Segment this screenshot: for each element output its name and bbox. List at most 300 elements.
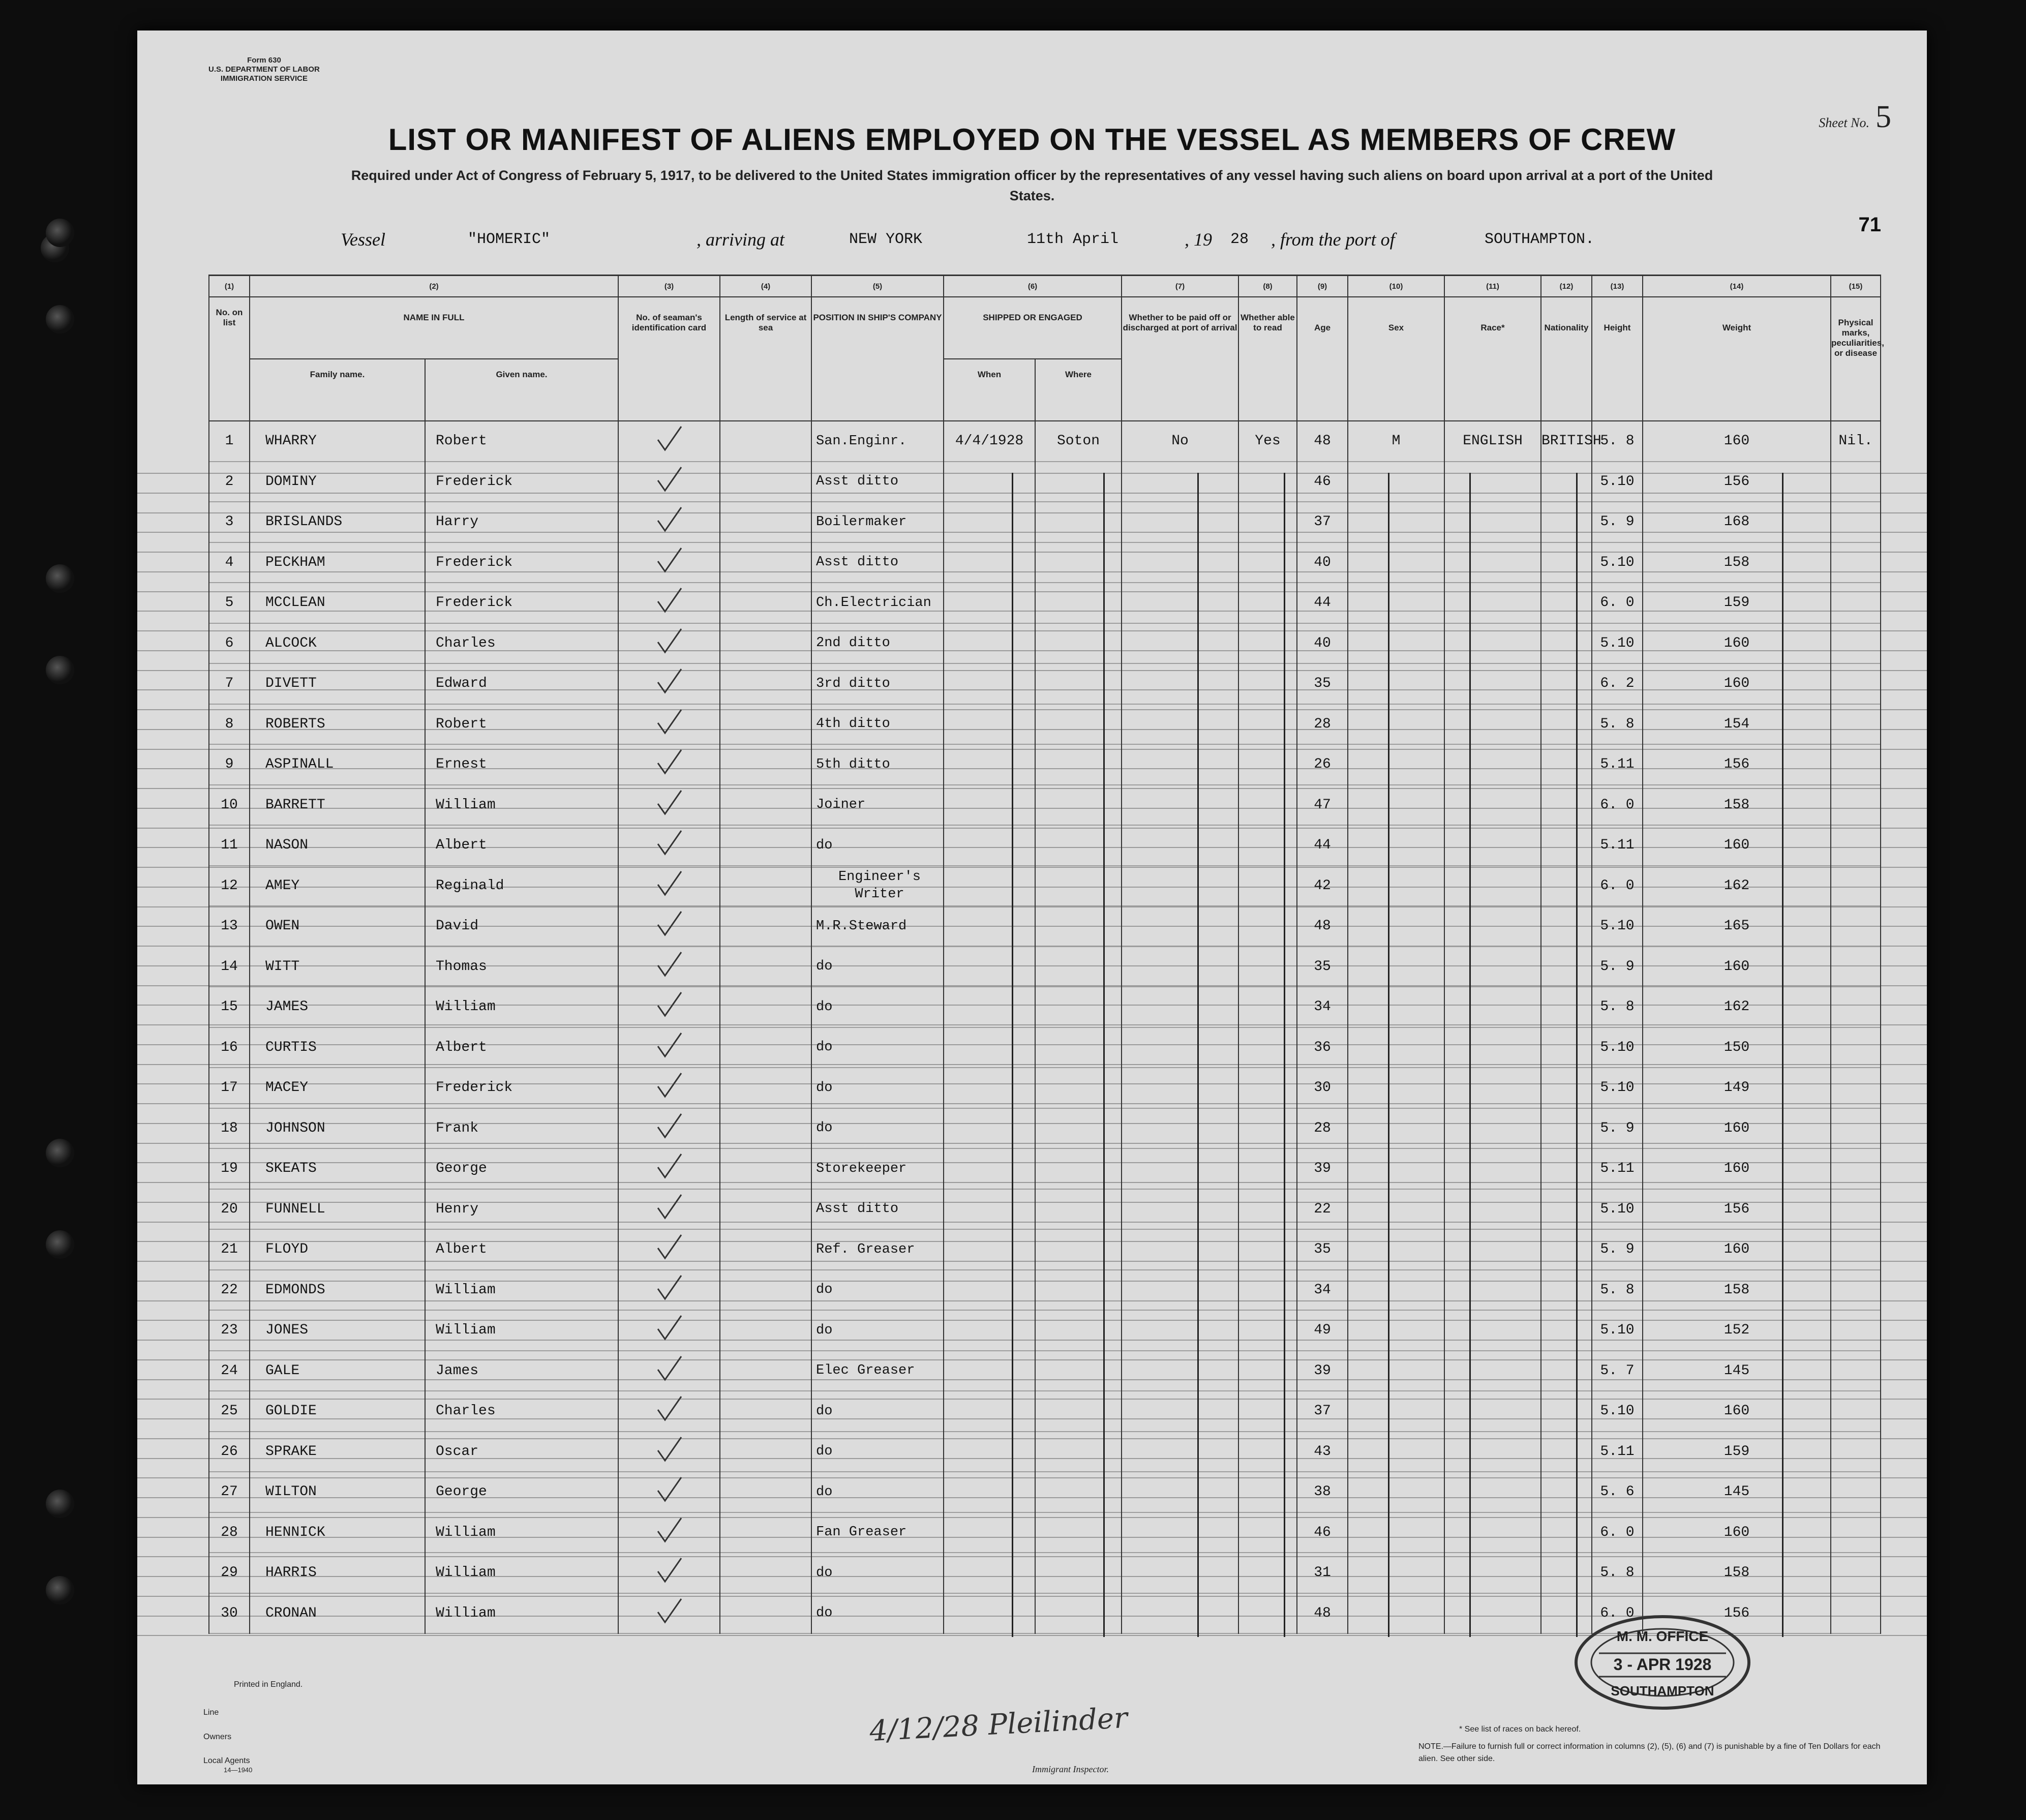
table-row [209,1512,1881,1553]
where-cell [1035,1593,1122,1634]
sheet-value: 5 [1876,100,1891,134]
check-mark-icon [654,1030,684,1060]
sex-cell [1348,583,1444,623]
paid-off-cell [1122,1310,1238,1351]
row-number: 6 [209,623,250,664]
header-able-read: Whether able to read [1238,297,1297,421]
family-name-cell: BARRETT [250,785,425,826]
sex-cell [1348,825,1444,866]
office-stamp [1571,1612,1754,1713]
when-cell [944,1068,1035,1108]
family-name-cell: EDMONDS [250,1270,425,1311]
check-mark-icon [654,1111,684,1141]
height-cell: 5.11 [1592,1148,1643,1189]
physical-marks-cell [1831,1593,1881,1634]
able-read-cell [1238,663,1297,704]
position-cell: Storekeeper [811,1148,944,1189]
position-cell: Joiner [811,785,944,826]
physical-marks-cell [1831,947,1881,987]
table-row [209,663,1881,704]
position-cell: do [811,1593,944,1634]
length-service-cell [720,421,811,462]
able-read-cell [1238,987,1297,1027]
family-name-cell: OWEN [250,906,425,947]
sex-cell [1348,1270,1444,1311]
paid-off-cell [1122,947,1238,987]
binder-hole [46,1576,74,1604]
ditto-stroke [1782,473,1783,1637]
age-cell: 38 [1297,1472,1348,1512]
row-number: 21 [209,1229,250,1270]
weight-cell: 156 [1643,462,1831,502]
row-number: 19 [209,1148,250,1189]
position-cell: Asst ditto [811,462,944,502]
nationality-cell [1541,987,1592,1027]
length-service-cell [720,1391,811,1432]
age-cell: 47 [1297,785,1348,826]
weight-cell: 159 [1643,583,1831,623]
sex-cell [1348,502,1444,542]
given-name-cell: Charles [425,1391,618,1432]
position-cell: Ref. Greaser [811,1229,944,1270]
table-row [209,421,1881,462]
table-row [209,906,1881,947]
weight-cell: 145 [1643,1351,1831,1391]
weight-cell: 162 [1643,987,1831,1027]
age-cell: 34 [1297,987,1348,1027]
where-cell [1035,744,1122,785]
where-cell [1035,785,1122,826]
nationality-cell [1541,704,1592,745]
where-cell [1035,1553,1122,1593]
able-read-cell [1238,583,1297,623]
position-cell: do [811,825,944,866]
when-cell [944,1512,1035,1553]
length-service-cell [720,1068,811,1108]
header-id-card: No. of seaman's identification card [618,297,720,421]
paid-off-cell [1122,1512,1238,1553]
where-cell [1035,1351,1122,1391]
paid-off-cell [1122,1229,1238,1270]
paid-off-cell [1122,1108,1238,1149]
id-card-cell [618,1229,720,1270]
physical-marks-cell [1831,1027,1881,1068]
row-number: 11 [209,825,250,866]
header-paid-off: Whether to be paid off or discharged at port of arrival [1122,297,1238,421]
from-label: , from the port of [1271,229,1395,250]
length-service-cell [720,1472,811,1512]
weight-cell: 160 [1643,1512,1831,1553]
header-height: Height [1592,297,1643,421]
header-physical-marks: Physical marks, peculiarities, or disease [1831,297,1881,421]
where-cell [1035,1270,1122,1311]
id-card-cell [618,866,720,906]
height-cell: 5. 8 [1592,704,1643,745]
race-cell [1444,1391,1541,1432]
colnum-14: (14) [1643,276,1831,297]
table-row [209,1068,1881,1108]
nationality-cell [1541,1553,1592,1593]
physical-marks-cell [1831,825,1881,866]
id-card-cell [618,1148,720,1189]
where-cell [1035,704,1122,745]
check-mark-icon [654,585,684,616]
where-cell [1035,623,1122,664]
row-number: 18 [209,1108,250,1149]
nationality-cell [1541,1472,1592,1512]
nationality-cell [1541,1270,1592,1311]
paid-off-cell [1122,987,1238,1027]
position-cell: 5th ditto [811,744,944,785]
height-cell: 5. 8 [1592,987,1643,1027]
vessel-label: Vessel [341,229,385,250]
able-read-cell [1238,1189,1297,1230]
length-service-cell [720,744,811,785]
id-card-cell [618,1027,720,1068]
weight-cell: 162 [1643,866,1831,906]
length-service-cell [720,906,811,947]
table-row [209,744,1881,785]
when-cell [944,906,1035,947]
table-row [209,1432,1881,1472]
colnum-13: (13) [1592,276,1643,297]
length-service-cell [720,1310,811,1351]
family-name-cell: WILTON [250,1472,425,1512]
paid-off-cell [1122,1472,1238,1512]
where-cell [1035,1068,1122,1108]
id-card-cell [618,421,720,462]
row-number: 23 [209,1310,250,1351]
given-name-cell: James [425,1351,618,1391]
when-cell [944,1553,1035,1593]
able-read-cell [1238,462,1297,502]
row-number: 13 [209,906,250,947]
id-card-cell [618,1432,720,1472]
row-number: 15 [209,987,250,1027]
family-name-cell: FLOYD [250,1229,425,1270]
when-cell: 4/4/1928 [944,421,1035,462]
height-cell: 6. 0 [1592,583,1643,623]
ditto-stroke [1388,473,1389,1637]
height-cell: 5.10 [1592,906,1643,947]
age-cell: 39 [1297,1148,1348,1189]
family-name-cell: CRONAN [250,1593,425,1634]
race-cell [1444,947,1541,987]
length-service-cell [720,1027,811,1068]
binder-hole [46,1490,74,1518]
weight-cell: 156 [1643,1593,1831,1634]
age-cell: 43 [1297,1432,1348,1472]
paid-off-cell [1122,825,1238,866]
height-cell: 5. 9 [1592,1108,1643,1149]
length-service-cell [720,1270,811,1311]
race-footnote: * See list of races on back hereof. [1459,1725,1581,1734]
given-name-cell: William [425,1593,618,1634]
length-service-cell [720,1512,811,1553]
id-card-cell [618,1512,720,1553]
weight-cell: 145 [1643,1472,1831,1512]
given-name-cell: George [425,1148,618,1189]
sex-cell [1348,1310,1444,1351]
physical-marks-cell [1831,542,1881,583]
position-cell: do [811,1068,944,1108]
table-row [209,1553,1881,1593]
race-cell [1444,1432,1541,1472]
given-name-cell: Harry [425,502,618,542]
length-service-cell [720,1229,811,1270]
height-cell: 5. 9 [1592,502,1643,542]
able-read-cell [1238,1512,1297,1553]
family-name-cell: DOMINY [250,462,425,502]
when-cell [944,663,1035,704]
nationality-cell [1541,906,1592,947]
check-mark-icon [654,1232,684,1262]
binder-hole [46,1230,74,1259]
weight-cell: 165 [1643,906,1831,947]
id-card-cell [618,1068,720,1108]
length-service-cell [720,1148,811,1189]
colnum-6: (6) [944,276,1122,297]
sex-cell [1348,1553,1444,1593]
race-cell [1444,1229,1541,1270]
age-cell: 22 [1297,1189,1348,1230]
sex-cell [1348,663,1444,704]
paid-off-cell [1122,1593,1238,1634]
colnum-12: (12) [1541,276,1592,297]
height-cell: 5.10 [1592,1068,1643,1108]
row-number: 2 [209,462,250,502]
sex-cell [1348,906,1444,947]
row-number: 27 [209,1472,250,1512]
age-cell: 37 [1297,502,1348,542]
able-read-cell [1238,1148,1297,1189]
paid-off-cell [1122,785,1238,826]
when-cell [944,825,1035,866]
table-row [209,502,1881,542]
id-card-cell [618,1593,720,1634]
race-cell [1444,1189,1541,1230]
given-name-cell: Frederick [425,583,618,623]
position-cell: Ch.Electrician [811,583,944,623]
position-cell: do [811,1310,944,1351]
where-cell [1035,866,1122,906]
colnum-15: (15) [1831,276,1881,297]
age-cell: 31 [1297,1553,1348,1593]
manifest-page [137,31,1927,1784]
length-service-cell [720,1553,811,1593]
given-name-cell: Thomas [425,947,618,987]
physical-marks-cell [1831,1351,1881,1391]
owners-field [203,1733,264,1742]
sex-cell: M [1348,421,1444,462]
paid-off-cell [1122,623,1238,664]
family-name-cell: GOLDIE [250,1391,425,1432]
where-cell [1035,542,1122,583]
id-card-cell [618,1189,720,1230]
id-card-cell [618,1351,720,1391]
height-cell: 5.10 [1592,542,1643,583]
sex-cell [1348,704,1444,745]
height-cell: 5. 7 [1592,1351,1643,1391]
table-row [209,947,1881,987]
where-cell [1035,1027,1122,1068]
given-name-cell: Robert [425,421,618,462]
position-cell: Asst ditto [811,1189,944,1230]
physical-marks-cell [1831,866,1881,906]
check-mark-icon [654,666,684,696]
weight-cell: 160 [1643,663,1831,704]
age-cell: 34 [1297,1270,1348,1311]
physical-marks-cell [1831,1512,1881,1553]
page-title: LIST OR MANIFEST OF ALIENS EMPLOYED ON THE VESSEL AS MEMBERS OF CREW [388,123,1676,157]
position-cell: do [811,1270,944,1311]
length-service-cell [720,785,811,826]
sex-cell [1348,1351,1444,1391]
row-number: 25 [209,1391,250,1432]
stamp-oval [1571,1612,1754,1713]
id-card-cell [618,987,720,1027]
check-mark-icon [654,1596,684,1626]
check-mark-icon [654,423,684,454]
age-cell: 44 [1297,583,1348,623]
when-cell [944,866,1035,906]
when-cell [944,1108,1035,1149]
family-name-cell: JONES [250,1310,425,1351]
age-cell: 30 [1297,1068,1348,1108]
colnum-3: (3) [618,276,720,297]
sex-cell [1348,1593,1444,1634]
able-read-cell [1238,1068,1297,1108]
column-header-row [209,297,1881,359]
id-card-cell [618,825,720,866]
check-mark-icon [654,1272,684,1303]
height-cell: 6. 2 [1592,663,1643,704]
able-read-cell [1238,542,1297,583]
check-mark-icon [654,1313,684,1343]
physical-marks-cell [1831,1229,1881,1270]
colnum-9: (9) [1297,276,1348,297]
row-number: 8 [209,704,250,745]
when-cell [944,583,1035,623]
weight-cell: 160 [1643,825,1831,866]
able-read-cell [1238,825,1297,866]
height-cell: 5.11 [1592,744,1643,785]
sex-cell [1348,744,1444,785]
able-read-cell [1238,866,1297,906]
family-name-cell: ASPINALL [250,744,425,785]
given-name-cell: William [425,1553,618,1593]
header-sex: Sex [1348,297,1444,421]
header-family-name: Family name. [250,359,425,421]
nationality-cell [1541,1068,1592,1108]
check-mark-icon [654,1474,684,1505]
weight-cell: 158 [1643,1553,1831,1593]
check-mark-icon [654,1192,684,1222]
paid-off-cell [1122,1391,1238,1432]
ditto-stroke [1197,473,1199,1637]
age-cell: 36 [1297,1027,1348,1068]
physical-marks-cell [1831,502,1881,542]
check-mark-icon [654,1353,684,1384]
able-read-cell [1238,744,1297,785]
check-mark-icon [654,504,684,535]
position-cell: do [811,1391,944,1432]
weight-cell: 160 [1643,1391,1831,1432]
given-name-cell: William [425,1270,618,1311]
row-number: 30 [209,1593,250,1634]
owners-label: Owners [203,1733,232,1741]
race-cell [1444,623,1541,664]
physical-marks-cell [1831,1391,1881,1432]
row-number: 24 [209,1351,250,1391]
sex-cell [1348,542,1444,583]
physical-marks-cell [1831,987,1881,1027]
id-card-cell [618,744,720,785]
stamp-top-text: M. M. OFFICE [1616,1628,1709,1644]
table-row [209,462,1881,502]
given-name-cell: Charles [425,623,618,664]
weight-cell: 159 [1643,1432,1831,1472]
length-service-cell [720,663,811,704]
paid-off-cell [1122,1270,1238,1311]
given-name-cell: Reginald [425,866,618,906]
header-where: Where [1035,359,1122,421]
sex-cell [1348,987,1444,1027]
race-cell [1444,1068,1541,1108]
table-row [209,866,1881,906]
race-cell: ENGLISH [1444,421,1541,462]
nationality-cell [1541,462,1592,502]
age-cell: 48 [1297,1593,1348,1634]
where-cell: Soton [1035,421,1122,462]
when-cell [944,502,1035,542]
weight-cell: 160 [1643,421,1831,462]
race-cell [1444,744,1541,785]
nationality-cell [1541,502,1592,542]
table-row [209,987,1881,1027]
nationality-cell [1541,1027,1592,1068]
check-mark-icon [654,545,684,575]
able-read-cell [1238,1108,1297,1149]
age-cell: 35 [1297,1229,1348,1270]
physical-marks-cell [1831,1108,1881,1149]
length-service-cell [720,502,811,542]
age-cell: 28 [1297,1108,1348,1149]
header-no-on-list: No. on list [209,297,250,421]
crew-manifest-table [208,275,1884,1634]
height-cell: 5. 6 [1592,1472,1643,1512]
header-shipped: SHIPPED OR ENGAGED [944,297,1122,359]
weight-cell: 158 [1643,542,1831,583]
row-number: 5 [209,583,250,623]
length-service-cell [720,947,811,987]
paid-off-cell [1122,663,1238,704]
check-mark-icon [654,868,684,899]
ditto-stroke [1012,473,1013,1637]
nationality-cell [1541,1189,1592,1230]
physical-marks-cell [1831,744,1881,785]
inspector-label: Immigrant Inspector. [1032,1764,1109,1774]
weight-cell: 160 [1643,1108,1831,1149]
check-mark-icon [654,1434,684,1465]
given-name-cell: Albert [425,825,618,866]
row-number: 17 [209,1068,250,1108]
table-row [209,704,1881,745]
where-cell [1035,583,1122,623]
given-name-cell: Henry [425,1189,618,1230]
vessel-line [137,229,1927,259]
row-number: 4 [209,542,250,583]
